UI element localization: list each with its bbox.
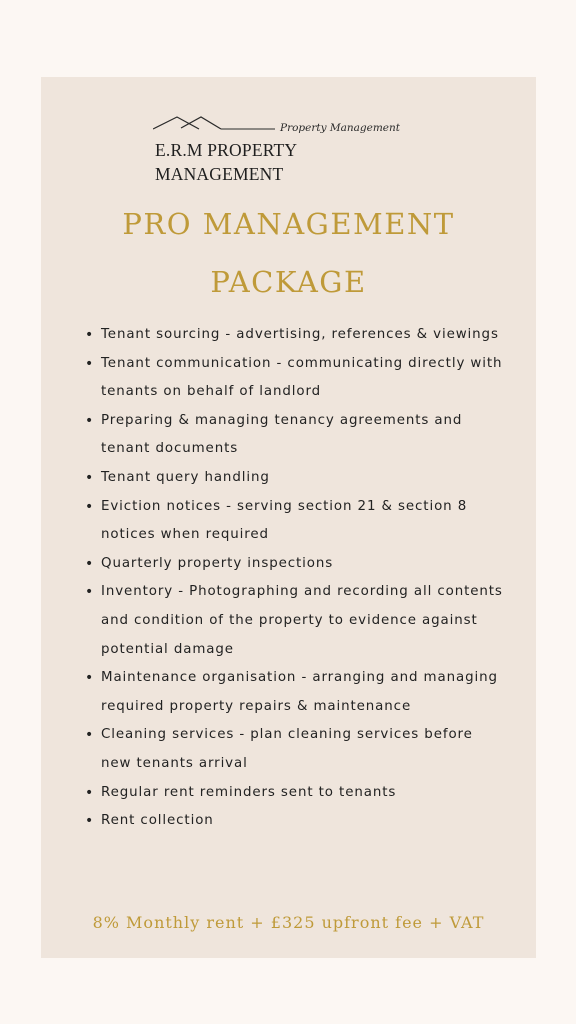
house-roof-icon xyxy=(153,114,278,136)
title-line2: PACKAGE xyxy=(210,265,367,299)
list-item: • Tenant communication - communicating directly with tenants on behalf of landlord xyxy=(85,350,505,407)
list-item: • Quarterly property inspections xyxy=(85,550,505,579)
list-item: • Regular rent reminders sent to tenants xyxy=(85,779,505,808)
brand-name-line2: MANAGEMENT xyxy=(155,164,284,184)
brand-name xyxy=(155,138,297,186)
list-item: • Maintenance organisation - arranging and managing required property repairs & maintenance xyxy=(85,664,505,721)
list-item: • Inventory - Photographing and recording all contents and condition of the property to evidence against potential damage xyxy=(85,578,505,664)
list-item: • Tenant sourcing - advertising, references & viewings xyxy=(85,321,505,350)
services-list xyxy=(85,321,505,836)
brand-tagline: Property Management xyxy=(280,122,400,134)
list-item: • Eviction notices - serving section 21 & section 8 notices when required xyxy=(85,493,505,550)
list-item: • Tenant query handling xyxy=(85,464,505,493)
brand-name-line1: E.R.M PROPERTY xyxy=(155,140,298,160)
page-title xyxy=(41,195,536,311)
price-text: 8% Monthly rent + £325 upfront fee + VAT xyxy=(92,913,485,932)
title-line1: PRO MANAGEMENT xyxy=(122,207,455,241)
company-logo xyxy=(153,114,413,184)
list-item: • Preparing & managing tenancy agreements and tenant documents xyxy=(85,407,505,464)
package-card xyxy=(41,77,536,958)
list-item: • Cleaning services - plan cleaning services before new tenants arrival xyxy=(85,721,505,778)
list-item: • Rent collection xyxy=(85,807,505,836)
